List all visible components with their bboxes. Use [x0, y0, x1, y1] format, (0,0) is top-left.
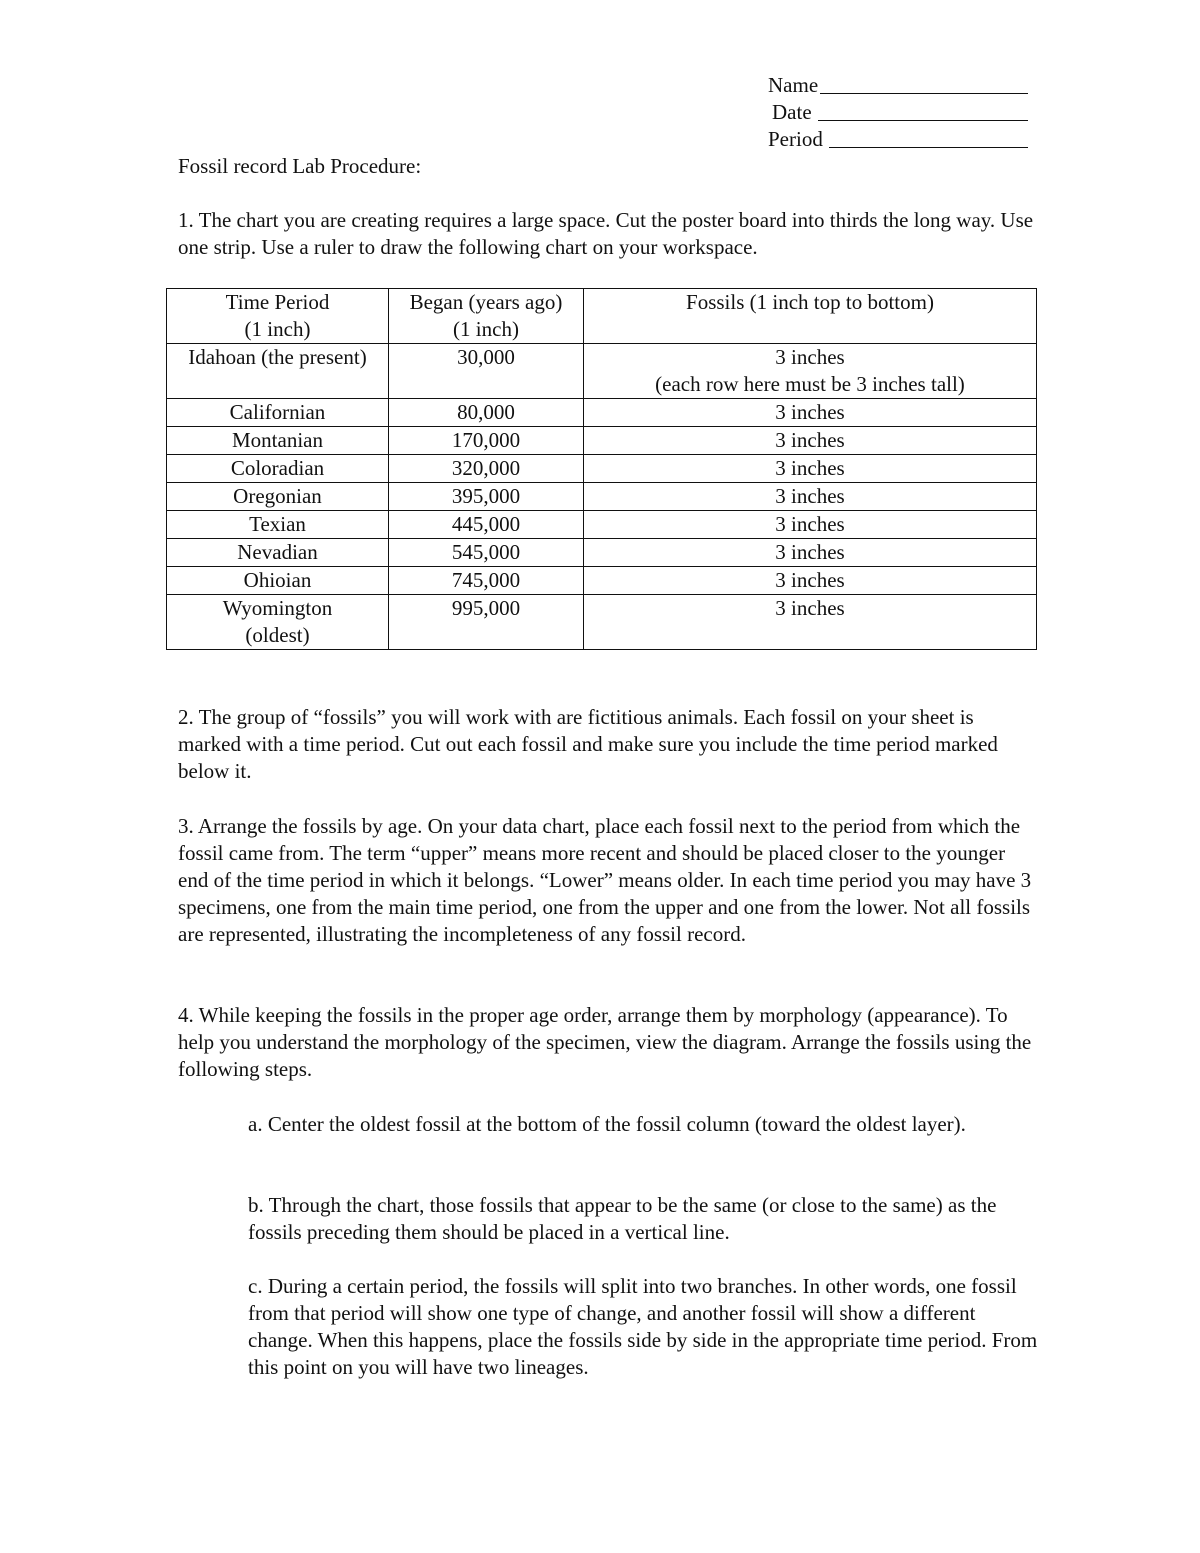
fossils-cell: 3 inches — [584, 595, 1037, 650]
header-began: Began (years ago) (1 inch) — [389, 289, 584, 344]
began-cell: 170,000 — [389, 427, 584, 455]
student-info-fields — [768, 72, 1028, 153]
period-cell: Wyomington (oldest) — [167, 595, 389, 650]
table-row — [167, 595, 1037, 650]
period-cell: Texian — [167, 511, 389, 539]
step-3-text: 3. Arrange the fossils by age. On your data chart, place each fossil next to the period from which the fossil came from. The term “upper” means more recent and should be placed closer to the younger end of the time period in which it belongs. “Lower” means older. In each time period you may have 3 specimens, one from the main time period, one from the upper and one from the lower. Not all fossils are represented, illustrating the incompleteness of any fossil record. — [178, 814, 1032, 946]
page-title: Fossil record Lab Procedure: — [178, 154, 422, 178]
period-field[interactable] — [768, 126, 1028, 153]
fossils-cell: 3 inches — [584, 427, 1037, 455]
date-blank-line[interactable] — [818, 120, 1028, 121]
began-cell: 30,000 — [389, 344, 584, 399]
fossils-cell: 3 inches — [584, 399, 1037, 427]
table-row — [167, 539, 1037, 567]
table-header-row — [167, 289, 1037, 344]
table-row — [167, 427, 1037, 455]
header-fossils: Fossils (1 inch top to bottom) — [584, 289, 1037, 344]
fossils-cell: 3 inches — [584, 483, 1037, 511]
step-c-text: c. During a certain period, the fossils will split into two branches. In other words, one fossil from that period will show one type of change, and another fossil will show a different change. When this happens, place the fossils side by side in the appropriate time period. From this point on you will have two lineages. — [248, 1274, 1038, 1379]
step-4-text: 4. While keeping the fossils in the proper age order, arrange them by morphology (appearance). To help you understand the morphology of the specimen, view the diagram. Arrange the fossils using the following steps. — [178, 1003, 1032, 1081]
date-label: Date — [772, 100, 812, 124]
began-cell: 320,000 — [389, 455, 584, 483]
time-period-chart — [166, 288, 1037, 650]
period-cell: Idahoan (the present) — [167, 344, 389, 399]
began-cell: 445,000 — [389, 511, 584, 539]
table-row — [167, 567, 1037, 595]
step-1-text: 1. The chart you are creating requires a large space. Cut the poster board into thirds the long way. Use one strip. Use a ruler to draw the following chart on your workspace. — [178, 208, 1034, 259]
period-cell: Ohioian — [167, 567, 389, 595]
date-field[interactable] — [768, 99, 1028, 126]
period-cell: Nevadian — [167, 539, 389, 567]
step-a-text: a. Center the oldest fossil at the bottom of the fossil column (toward the oldest layer). — [248, 1112, 966, 1136]
period-label: Period — [768, 127, 823, 151]
began-cell: 395,000 — [389, 483, 584, 511]
period-cell: Oregonian — [167, 483, 389, 511]
period-cell: Californian — [167, 399, 389, 427]
fossils-cell: 3 inches — [584, 455, 1037, 483]
began-cell: 80,000 — [389, 399, 584, 427]
period-blank-line[interactable] — [829, 147, 1028, 148]
fossils-cell: 3 inches — [584, 539, 1037, 567]
step-2-text: 2. The group of “fossils” you will work with are fictitious animals. Each fossil on your sheet is marked with a time period. Cut out each fossil and make sure you include the time period marked below it. — [178, 705, 998, 783]
name-field[interactable] — [768, 72, 1028, 99]
began-cell: 745,000 — [389, 567, 584, 595]
began-cell: 545,000 — [389, 539, 584, 567]
table-row — [167, 511, 1037, 539]
period-cell: Montanian — [167, 427, 389, 455]
name-label: Name — [768, 73, 819, 97]
header-time-period: Time Period (1 inch) — [167, 289, 389, 344]
began-cell: 995,000 — [389, 595, 584, 650]
fossils-cell: 3 inches — [584, 511, 1037, 539]
step-b-text: b. Through the chart, those fossils that appear to be the same (or close to the same) as the fossils preceding them should be placed in a vertical line. — [248, 1193, 997, 1244]
table-row — [167, 344, 1037, 399]
fossils-cell: 3 inches — [584, 567, 1037, 595]
period-cell: Coloradian — [167, 455, 389, 483]
fossils-cell: 3 inches (each row here must be 3 inches tall) — [584, 344, 1037, 399]
table-row — [167, 483, 1037, 511]
name-blank-line[interactable] — [820, 93, 1028, 94]
table-row — [167, 455, 1037, 483]
table-row — [167, 399, 1037, 427]
